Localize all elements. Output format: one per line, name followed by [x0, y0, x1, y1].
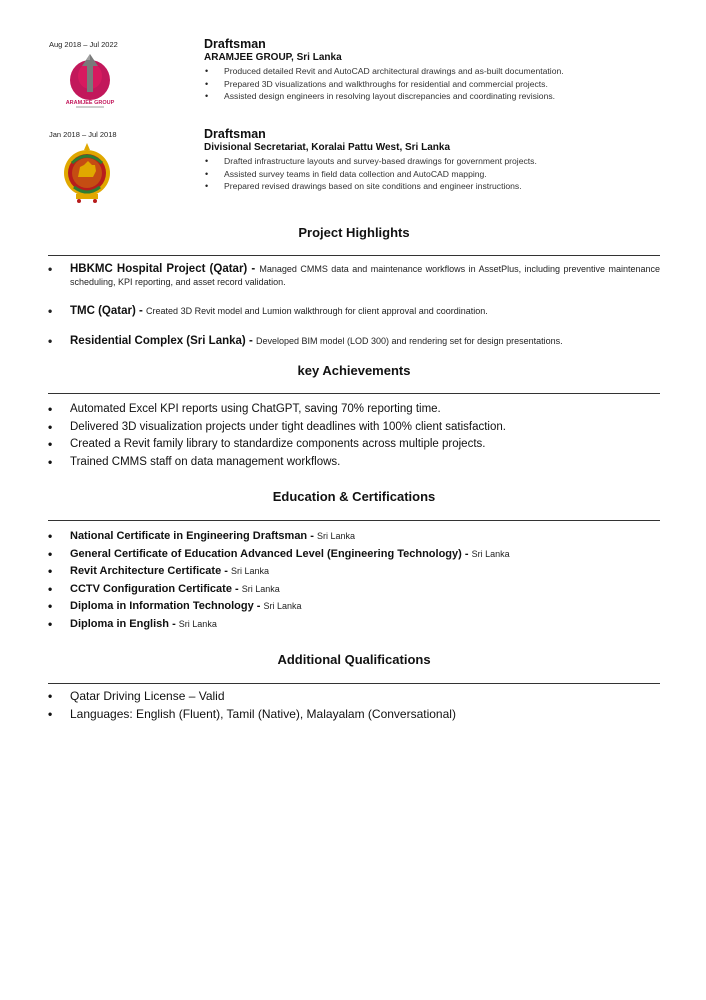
achievement-text: Automated Excel KPI reports using ChatGPT, saving 70% reporting time. [70, 403, 441, 415]
bullet-marker: • [48, 437, 53, 451]
job-bullet: • Prepared 3D visualizations and walkthroughs for residential and commercial projects. [204, 78, 564, 91]
list-item [48, 546, 660, 564]
bullet-marker: • [48, 529, 53, 543]
section-divider [48, 520, 660, 521]
list-item [48, 598, 660, 616]
highlight-separator: - [135, 305, 147, 317]
highlight-separator: - [247, 263, 260, 275]
certificate-separator: - [169, 617, 179, 630]
list-item [48, 581, 660, 599]
highlight-description: Managed CMMS data and maintenance workflows in AssetPlus, including preventive maintenance scheduling, KPI reporting, and asset record validation. [70, 264, 660, 287]
list-item [48, 335, 660, 348]
certificate-location: Sri Lanka [241, 583, 280, 594]
highlight-description: Developed BIM model (LOD 300) and rendering set for design presentations. [255, 335, 563, 346]
list-item [48, 419, 660, 437]
bullet-marker: • [48, 599, 53, 614]
achievement-text: Delivered 3D visualization projects under tight deadlines with 100% client satisfaction. [70, 420, 506, 433]
bullet-marker: • [48, 546, 53, 561]
logo-text: ARAMJEE GROUP [65, 100, 115, 106]
bullet-marker: • [48, 564, 53, 579]
job-bullet: • Assisted survey teams in field data collection and AutoCAD mapping. [204, 168, 537, 181]
certificate-location: Sri Lanka [316, 531, 355, 541]
section-heading-project-highlights: Project Highlights [298, 225, 410, 240]
list-item [48, 706, 660, 724]
highlight-title: HBKMC Hospital Project (Qatar) [70, 263, 248, 275]
certificate-location: Sri Lanka [178, 618, 217, 629]
certificate-location: Sri Lanka [230, 566, 270, 577]
job-company: ARAMJEE GROUP, Sri Lanka [204, 52, 342, 63]
highlight-title: Residential Complex (Sri Lanka) [70, 334, 246, 347]
certificate-separator: - [231, 582, 242, 595]
bullet-marker: • [48, 689, 53, 703]
certificate-title: Diploma in Information Technology [70, 600, 254, 613]
section-heading-qualifications: Additional Qualifications [277, 652, 431, 667]
section-divider [48, 393, 660, 394]
bullet-marker: • [48, 706, 53, 721]
job-dates: Aug 2018 – Jul 2022 [49, 40, 118, 49]
job-company: Divisional Secretariat, Koralai Pattu West, Sri Lanka [204, 142, 451, 153]
list-item [48, 263, 660, 288]
job-bullets [204, 155, 537, 193]
list-item [48, 436, 660, 454]
bullet-marker: • [48, 402, 53, 416]
job-title: Draftsman [204, 127, 266, 141]
achievements-list [48, 401, 660, 471]
qualifications-list [48, 688, 660, 723]
bullet-marker: • [48, 616, 53, 631]
certificate-separator: - [461, 547, 472, 560]
bullet-marker: • [48, 581, 53, 596]
achievement-text: Trained CMMS staff on data management workflows. [70, 455, 341, 468]
certificate-separator: - [307, 530, 317, 542]
job-bullet: • Assisted design engineers in resolving layout discrepancies and coordinating revisions. [204, 90, 564, 103]
list-item [48, 688, 660, 706]
qualification-text: Languages: English (Fluent), Tamil (Native), Malayalam (Conversational) [70, 706, 456, 721]
certificate-separator: - [253, 600, 264, 613]
section-divider [48, 255, 660, 256]
highlight-description: Created 3D Revit model and Lumion walkthrough for client approval and coordination. [146, 306, 488, 316]
aramjee-group-logo [62, 52, 118, 110]
job-bullet: • Drafted infrastructure layouts and survey-based drawings for government projects. [204, 155, 537, 168]
education-list [48, 528, 660, 634]
job-bullet: • Produced detailed Revit and AutoCAD architectural drawings and as-built documentation. [204, 65, 564, 78]
experience-entry [0, 127, 706, 205]
section-heading-achievements: key Achievements [297, 363, 411, 378]
list-item [48, 305, 660, 318]
list-item [48, 563, 660, 581]
job-title: Draftsman [204, 37, 266, 51]
certificate-title: National Certificate in Engineering Draftsman [70, 530, 308, 542]
bullet-marker: • [48, 454, 53, 469]
job-bullets [204, 65, 564, 103]
certificate-location: Sri Lanka [263, 601, 302, 612]
certificate-title: Diploma in English [70, 617, 170, 630]
job-bullet: • Prepared revised drawings based on site conditions and engineer instructions. [204, 180, 537, 193]
list-item [48, 401, 660, 419]
bullet-marker: • [48, 419, 53, 434]
job-dates: Jan 2018 – Jul 2018 [49, 130, 117, 139]
experience-entry [0, 37, 706, 110]
section-heading-education: Education & Certifications [272, 489, 436, 504]
certificate-location: Sri Lanka [471, 548, 510, 559]
certificate-title: Revit Architecture Certificate [70, 565, 222, 578]
list-item [48, 454, 660, 472]
bullet-marker: • [48, 333, 53, 348]
highlight-separator: - [245, 334, 256, 347]
sri-lanka-emblem [62, 141, 112, 205]
achievement-text: Created a Revit family library to standardize components across multiple projects. [70, 438, 486, 450]
certificate-separator: - [221, 565, 231, 578]
bullet-marker: • [48, 304, 53, 318]
project-highlights-list [48, 263, 660, 347]
list-item [48, 528, 660, 546]
certificate-title: CCTV Configuration Certificate [70, 582, 232, 595]
certificate-title: General Certificate of Education Advanced Level (Engineering Technology) [70, 547, 462, 560]
qualification-text: Qatar Driving License – Valid [70, 689, 225, 703]
bullet-marker: • [48, 262, 53, 276]
section-divider [48, 683, 660, 684]
list-item [48, 616, 660, 634]
highlight-title: TMC (Qatar) [70, 305, 136, 317]
